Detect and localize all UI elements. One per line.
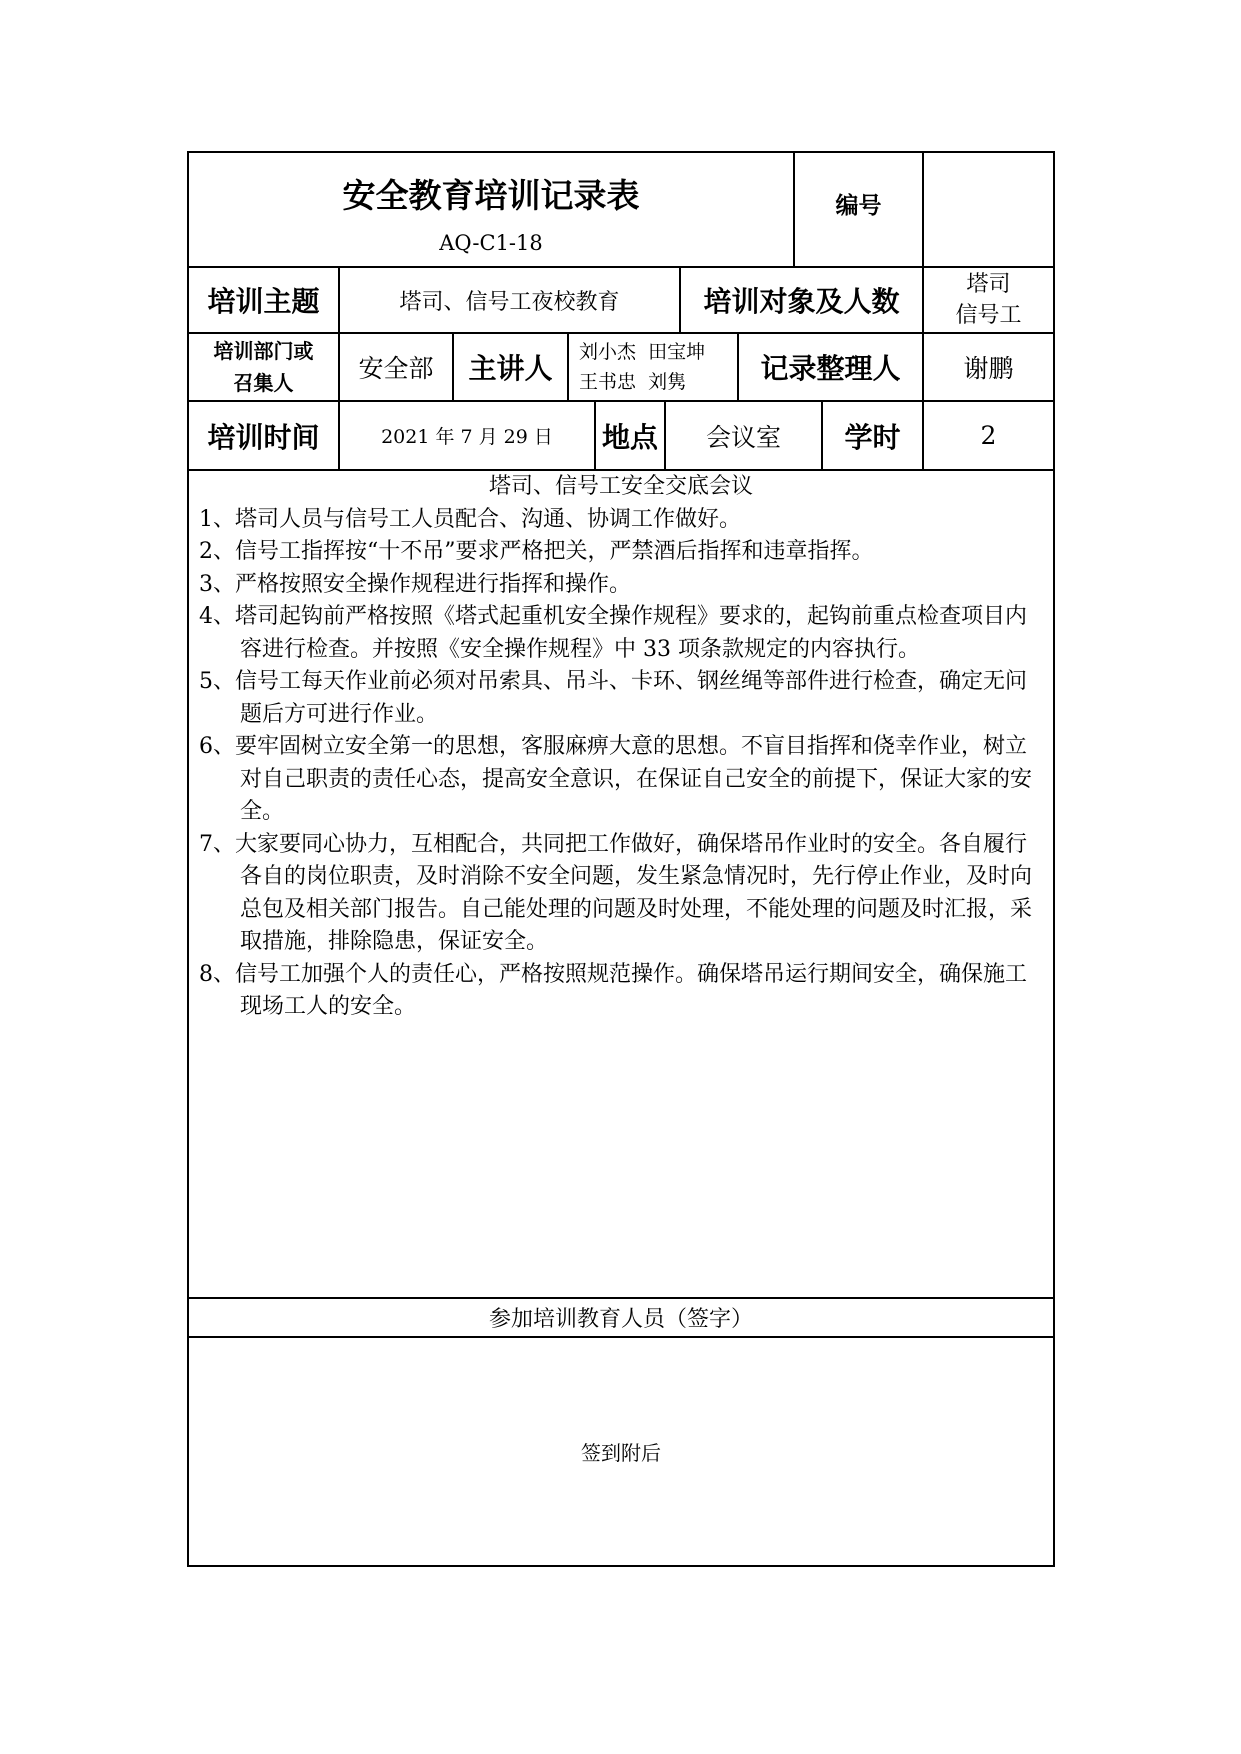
time-value: 2021 年 7 月 29 日 (381, 426, 553, 448)
speaker-value (569, 334, 737, 400)
content-item: 5、信号工每天作业前必须对吊索具、吊斗、卡环、钢丝绳等部件进行检查，确定无问题后方可进行作业。 (199, 669, 1027, 727)
signature-note: 签到附后 (581, 1441, 661, 1465)
recorder-label: 记录整理人 (760, 352, 901, 385)
audience-value-line: 信号工 (955, 303, 1022, 328)
time-label: 培训时间 (207, 420, 320, 454)
dept-label-line: 召集人 (233, 371, 294, 395)
recorder-value: 谢鹏 (963, 354, 1014, 383)
content-item: 7、大家要同心协力，互相配合，共同把工作做好，确保塔吊作业时的安全。各自履行各自的岗位职责，及时消除不安全问题，发生紧急情况时，先行停止作业，及时向总包及相关部门报告。自己能处理的问题及时处理，不能处理的问题及时汇报，采取措施，排除隐患，保证安全。 (199, 831, 1033, 954)
speaker-label: 主讲人 (468, 352, 553, 385)
content-item: 1、塔司人员与信号工人员配合、沟通、协调工作做好。 (199, 506, 741, 532)
content-item: 4、塔司起钩前严格按照《塔式起重机安全操作规程》要求的，起钩前重点检查项目内容进行检查。并按照《安全操作规程》中 33 项条款规定的内容执行。 (199, 604, 1027, 662)
signature-header: 参加培训教育人员（签字） (488, 1307, 753, 1332)
dept-label-line: 培训部门或 (213, 339, 314, 363)
speaker-line: 刘小杰 田宝坤 (579, 341, 706, 363)
form-title: 安全教育培训记录表 (342, 176, 640, 215)
dept-label (189, 334, 338, 400)
training-record-form (187, 151, 1055, 1567)
dept-value: 安全部 (358, 354, 434, 383)
audience-label: 培训对象及人数 (703, 285, 900, 318)
form-code: AQ-C1-18 (439, 231, 543, 255)
speaker-line: 王书忠 刘隽 (579, 371, 687, 393)
title-block (189, 153, 793, 266)
place-label: 地点 (601, 420, 658, 454)
content-heading: 塔司、信号工安全交底会议 (488, 474, 753, 499)
hours-value: 2 (980, 421, 997, 450)
content-item: 3、严格按照安全操作规程进行指挥和操作。 (199, 571, 631, 597)
content-item: 6、要牢固树立安全第一的思想，客服麻痹大意的思想。不盲目指挥和侥幸作业，树立对自己职责的责任心态，提高安全意识，在保证自己安全的前提下，保证大家的安全。 (199, 734, 1033, 824)
hours-label: 学时 (844, 420, 901, 454)
place-value: 会议室 (705, 422, 781, 452)
content-item: 8、信号工加强个人的责任心，严格按照规范操作。确保塔吊运行期间安全，确保施工现场工人的安全。 (199, 961, 1027, 1019)
audience-value-line: 塔司 (966, 272, 1011, 297)
number-value (924, 153, 1053, 266)
training-content (199, 471, 1043, 1024)
audience-value (924, 268, 1053, 332)
content-item: 2、信号工指挥按“十不吊”要求严格把关，严禁酒后指挥和违章指挥。 (199, 539, 874, 564)
topic-label: 培训主题 (207, 285, 320, 318)
signature-area (189, 1338, 1053, 1565)
number-label: 编号 (835, 192, 882, 219)
topic-value: 塔司、信号工夜校教育 (399, 289, 620, 315)
